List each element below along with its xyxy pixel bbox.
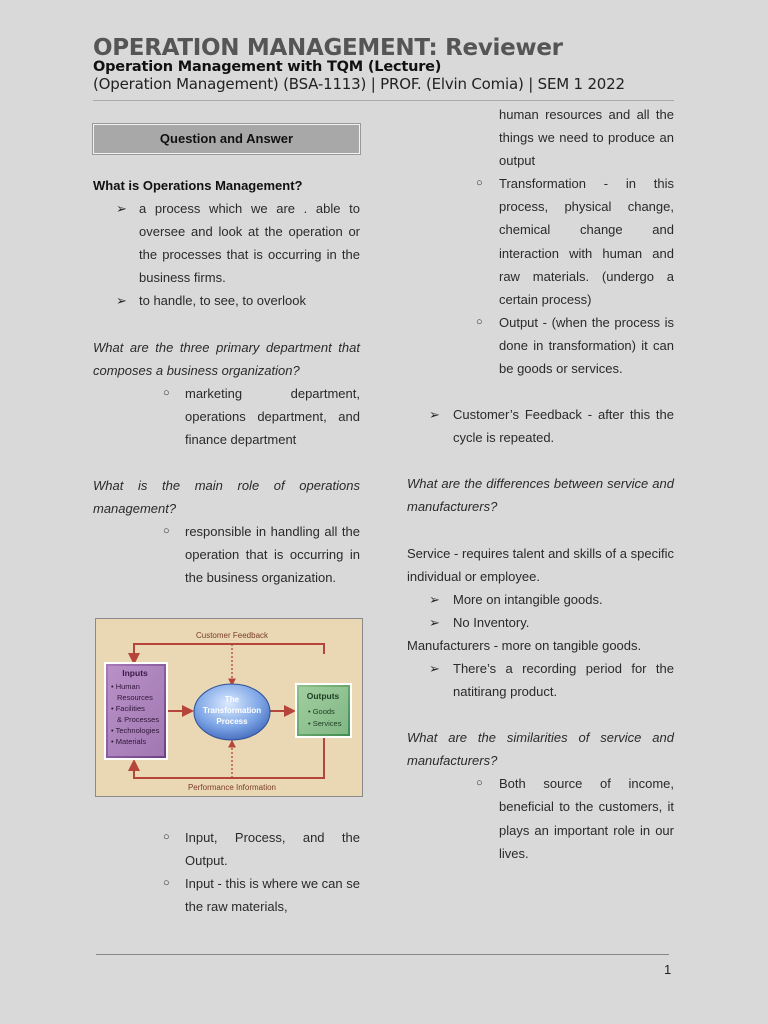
list-item: ➢ There’s a recording period for the natitirang product. <box>407 657 674 703</box>
process-label: Transformation <box>202 706 262 715</box>
inputs-item: • Materials <box>111 737 147 746</box>
header-divider <box>93 100 674 101</box>
arrow-bullet-icon: ➢ <box>429 591 440 607</box>
circle-bullet-icon: ○ <box>476 777 483 790</box>
list-item: ➢ No Inventory. <box>407 611 674 634</box>
arrow-bullet-icon: ➢ <box>429 407 440 423</box>
inputs-item: Resources <box>117 693 153 702</box>
right-column <box>407 103 674 865</box>
left-column-after-diagram <box>93 826 360 918</box>
list-item: ○ marketing department, operations department, and finance department <box>93 382 360 451</box>
document-header <box>93 34 693 94</box>
outputs-item: • Services <box>308 719 342 728</box>
list-item: ➢ Customer’s Feedback - after this the cycle is repeated. <box>407 403 674 449</box>
arrow-bullet-icon: ➢ <box>116 293 127 309</box>
customer-feedback-label: Customer Feedback <box>195 631 269 640</box>
circle-bullet-icon: ○ <box>163 831 170 843</box>
document-subtitle: Operation Management with TQM (Lecture) <box>93 59 442 75</box>
left-column <box>93 124 360 590</box>
performance-information-label: Performance Information <box>187 783 277 792</box>
inputs-item: • Facilities <box>111 704 145 713</box>
list-item: ○ Transformation - in this process, physical change, chemical change and interaction with human and raw materials. (undergo a certain process) <box>407 172 674 311</box>
question-1: What is Operations Management? <box>93 178 303 193</box>
footer-divider <box>96 954 669 955</box>
list-item: ○ Input - this is where we can se the raw materials, <box>93 872 360 918</box>
list-item: ○ responsible in handling all the operation that is occurring in the business organization. <box>93 520 360 589</box>
list-item: ➢ More on intangible goods. <box>407 588 674 611</box>
question-5: What are the similarities of service and manufacturers? <box>407 730 674 769</box>
arrow-bullet-icon: ➢ <box>116 201 127 217</box>
course-meta: (Operation Management) (BSA-1113) | PROF. (Elvin Comia) | SEM 1 2022 <box>93 75 625 93</box>
page-number: 1 <box>664 962 672 977</box>
list-item: ➢ a process which we are . able to oversee and look at the operation or the processes that is occurring in the business firms. <box>93 197 360 289</box>
question-4: What are the differences between service and manufacturers? <box>407 476 674 515</box>
circle-bullet-icon: ○ <box>476 315 483 328</box>
list-item: ○ Input, Process, and the Output. <box>93 826 360 872</box>
outputs-title: Outputs <box>306 691 340 701</box>
arrow-bullet-icon: ➢ <box>429 660 440 676</box>
process-label: The <box>224 695 240 704</box>
list-item: ➢ to handle, to see, to overlook <box>93 289 360 312</box>
service-text: Service - requires talent and skills of a specific individual or employee. <box>407 545 674 584</box>
question-3: What is the main role of operations management? <box>93 478 360 517</box>
arrow-bullet-icon: ➢ <box>429 614 440 630</box>
process-label: Process <box>216 717 248 726</box>
inputs-title: Inputs <box>122 668 148 678</box>
circle-bullet-icon: ○ <box>163 386 170 399</box>
circle-bullet-icon: ○ <box>163 525 170 538</box>
inputs-item: • Human <box>111 682 140 691</box>
document-title: OPERATION MANAGEMENT: Reviewer <box>93 35 563 61</box>
circle-bullet-icon: ○ <box>476 177 483 190</box>
circle-bullet-icon: ○ <box>163 877 170 890</box>
feedback-arrow <box>134 644 324 663</box>
continued-text: human resources and all the things we need to produce an output <box>499 107 674 169</box>
section-title-box: Question and Answer <box>93 124 360 154</box>
transformation-process-diagram <box>95 618 363 797</box>
list-item: ○ Both source of income, beneficial to the customers, it plays an important role in our lives. <box>407 772 674 864</box>
inputs-item: • Technologies <box>111 726 160 735</box>
diagram-svg <box>96 619 364 798</box>
question-2: What are the three primary department that composes a business organization? <box>93 339 360 378</box>
outputs-item: • Goods <box>308 707 335 716</box>
inputs-item: & Processes <box>117 715 160 724</box>
manufacturers-text: Manufacturers - more on tangible goods. <box>407 637 642 653</box>
list-item: ○ Output - (when the process is done in transformation) it can be goods or services. <box>407 311 674 380</box>
